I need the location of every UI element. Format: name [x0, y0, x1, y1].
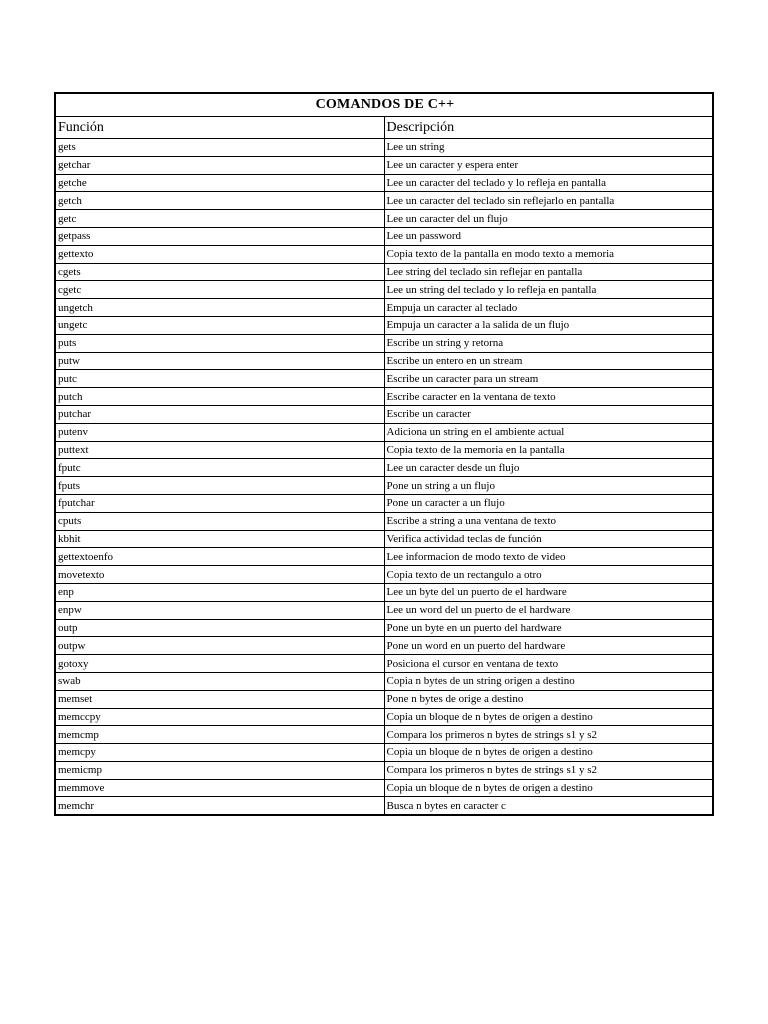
- function-name-cell: ungetch: [55, 299, 384, 317]
- function-description-cell: Pone un string a un flujo: [384, 477, 713, 495]
- table-row: [55, 690, 713, 708]
- function-description-cell: Lee informacion de modo texto de video: [384, 548, 713, 566]
- function-description-cell: Lee string del teclado sin reflejar en pantalla: [384, 263, 713, 281]
- function-name-cell: cputs: [55, 512, 384, 530]
- function-name-cell: memccpy: [55, 708, 384, 726]
- table-row: [55, 405, 713, 423]
- function-name-cell: putchar: [55, 405, 384, 423]
- table-row: [55, 441, 713, 459]
- function-name-cell: putw: [55, 352, 384, 370]
- table-row: [55, 779, 713, 797]
- table-row: [55, 388, 713, 406]
- function-name-cell: swab: [55, 672, 384, 690]
- function-description-cell: Copia texto de un rectangulo a otro: [384, 566, 713, 584]
- function-description-cell: Pone un word en un puerto del hardware: [384, 637, 713, 655]
- function-name-cell: enpw: [55, 601, 384, 619]
- function-description-cell: Copia un bloque de n bytes de origen a destino: [384, 708, 713, 726]
- table-row: [55, 316, 713, 334]
- function-description-cell: Lee un caracter del teclado y lo refleja en pantalla: [384, 174, 713, 192]
- table-row: [55, 352, 713, 370]
- function-description-cell: Copia un bloque de n bytes de origen a destino: [384, 779, 713, 797]
- function-name-cell: memchr: [55, 797, 384, 815]
- function-name-cell: memcpy: [55, 744, 384, 762]
- table-row: [55, 210, 713, 228]
- function-name-cell: memcmp: [55, 726, 384, 744]
- function-description-cell: Escribe caracter en la ventana de texto: [384, 388, 713, 406]
- function-description-cell: Pone un byte en un puerto del hardware: [384, 619, 713, 637]
- table-row: [55, 174, 713, 192]
- table-row: [55, 494, 713, 512]
- function-description-cell: Empuja un caracter al teclado: [384, 299, 713, 317]
- table-row: [55, 299, 713, 317]
- function-description-cell: Adiciona un string en el ambiente actual: [384, 423, 713, 441]
- function-name-cell: cgetc: [55, 281, 384, 299]
- function-name-cell: memset: [55, 690, 384, 708]
- function-name-cell: movetexto: [55, 566, 384, 584]
- function-name-cell: getch: [55, 192, 384, 210]
- function-name-cell: gettexto: [55, 245, 384, 263]
- table-row: [55, 156, 713, 174]
- function-description-cell: Escribe un entero en un stream: [384, 352, 713, 370]
- function-name-cell: fputs: [55, 477, 384, 495]
- table-row: [55, 245, 713, 263]
- header-function: Función: [55, 117, 384, 139]
- table-row: [55, 566, 713, 584]
- function-description-cell: Lee un string: [384, 139, 713, 157]
- function-description-cell: Lee un password: [384, 227, 713, 245]
- function-name-cell: enp: [55, 583, 384, 601]
- function-description-cell: Lee un caracter del un flujo: [384, 210, 713, 228]
- table-row: [55, 459, 713, 477]
- table-header-row: [55, 117, 713, 139]
- table-row: [55, 655, 713, 673]
- function-description-cell: Escribe un caracter para un stream: [384, 370, 713, 388]
- function-name-cell: getpass: [55, 227, 384, 245]
- function-name-cell: kbhit: [55, 530, 384, 548]
- function-description-cell: Posiciona el cursor en ventana de texto: [384, 655, 713, 673]
- table-row: [55, 281, 713, 299]
- table-row: [55, 530, 713, 548]
- function-name-cell: cgets: [55, 263, 384, 281]
- table-row: [55, 708, 713, 726]
- table-row: [55, 370, 713, 388]
- function-description-cell: Pone n bytes de orige a destino: [384, 690, 713, 708]
- function-name-cell: getc: [55, 210, 384, 228]
- function-description-cell: Compara los primeros n bytes de strings s1 y s2: [384, 726, 713, 744]
- table-row: [55, 334, 713, 352]
- function-description-cell: Empuja un caracter a la salida de un flujo: [384, 316, 713, 334]
- table-title: COMANDOS DE C++: [55, 93, 713, 117]
- function-description-cell: Busca n bytes en caracter c: [384, 797, 713, 815]
- function-name-cell: fputc: [55, 459, 384, 477]
- commands-table: [54, 92, 714, 816]
- table-row: [55, 637, 713, 655]
- function-name-cell: putc: [55, 370, 384, 388]
- function-description-cell: Verifica actividad teclas de función: [384, 530, 713, 548]
- function-name-cell: fputchar: [55, 494, 384, 512]
- function-description-cell: Lee un string del teclado y lo refleja en pantalla: [384, 281, 713, 299]
- function-description-cell: Copia texto de la memoria en la pantalla: [384, 441, 713, 459]
- table-row: [55, 797, 713, 815]
- function-description-cell: Pone un caracter a un flujo: [384, 494, 713, 512]
- function-name-cell: getche: [55, 174, 384, 192]
- table-row: [55, 139, 713, 157]
- function-name-cell: ungetc: [55, 316, 384, 334]
- table-row: [55, 761, 713, 779]
- table-row: [55, 744, 713, 762]
- function-name-cell: gotoxy: [55, 655, 384, 673]
- table-row: [55, 601, 713, 619]
- table-row: [55, 619, 713, 637]
- function-description-cell: Copia n bytes de un string origen a destino: [384, 672, 713, 690]
- commands-table-body: [55, 93, 713, 815]
- function-name-cell: getchar: [55, 156, 384, 174]
- function-name-cell: outpw: [55, 637, 384, 655]
- table-row: [55, 263, 713, 281]
- function-description-cell: Lee un caracter y espera enter: [384, 156, 713, 174]
- table-row: [55, 548, 713, 566]
- function-description-cell: Lee un caracter desde un flujo: [384, 459, 713, 477]
- function-description-cell: Escribe un caracter: [384, 405, 713, 423]
- function-name-cell: putch: [55, 388, 384, 406]
- function-name-cell: puts: [55, 334, 384, 352]
- function-description-cell: Lee un caracter del teclado sin reflejarlo en pantalla: [384, 192, 713, 210]
- table-row: [55, 477, 713, 495]
- function-description-cell: Escribe un string y retorna: [384, 334, 713, 352]
- table-row: [55, 726, 713, 744]
- function-name-cell: gettextoenfo: [55, 548, 384, 566]
- table-row: [55, 192, 713, 210]
- function-description-cell: Compara los primeros n bytes de strings s1 y s2: [384, 761, 713, 779]
- table-title-row: [55, 93, 713, 117]
- function-name-cell: memicmp: [55, 761, 384, 779]
- function-description-cell: Lee un byte del un puerto de el hardware: [384, 583, 713, 601]
- function-description-cell: Escribe a string a una ventana de texto: [384, 512, 713, 530]
- table-row: [55, 583, 713, 601]
- function-name-cell: puttext: [55, 441, 384, 459]
- table-row: [55, 423, 713, 441]
- function-description-cell: Lee un word del un puerto de el hardware: [384, 601, 713, 619]
- header-description: Descripción: [384, 117, 713, 139]
- function-name-cell: gets: [55, 139, 384, 157]
- function-name-cell: putenv: [55, 423, 384, 441]
- function-name-cell: outp: [55, 619, 384, 637]
- table-row: [55, 227, 713, 245]
- function-description-cell: Copia un bloque de n bytes de origen a destino: [384, 744, 713, 762]
- table-row: [55, 672, 713, 690]
- function-name-cell: memmove: [55, 779, 384, 797]
- function-description-cell: Copia texto de la pantalla en modo texto a memoria: [384, 245, 713, 263]
- table-row: [55, 512, 713, 530]
